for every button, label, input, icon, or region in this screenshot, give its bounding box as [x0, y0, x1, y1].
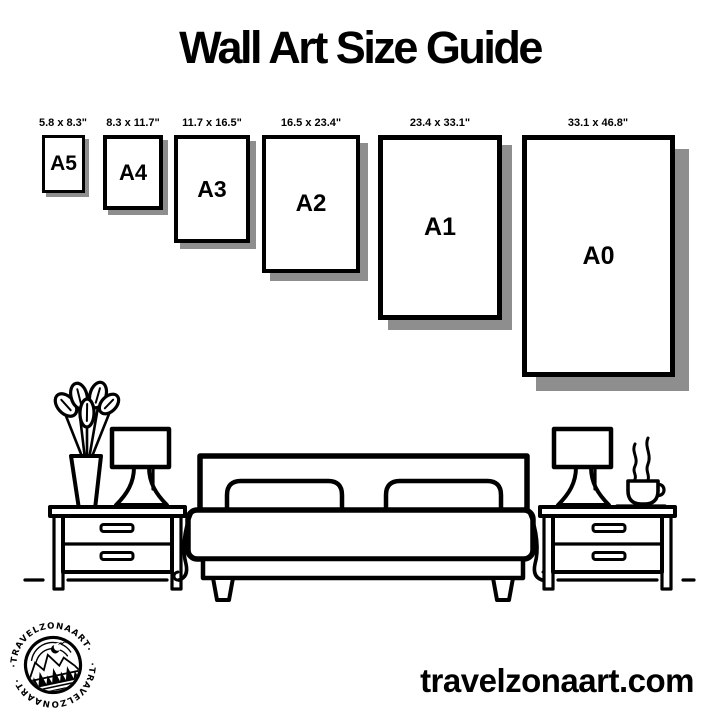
frame-a1-label: A1: [424, 213, 456, 241]
nightstand-right-icon: [540, 507, 675, 589]
table-lamp-right-icon: [554, 429, 611, 505]
coffee-cup-icon: [617, 438, 665, 506]
frame-a0-label: A0: [582, 241, 615, 270]
logo-arc-text-top: ·TRAVELZONAART·: [9, 621, 94, 668]
logo-arc-text-bottom: ·TRAVELZONAART·: [12, 662, 97, 709]
frame-a5-label: A5: [50, 152, 77, 175]
brand-logo-stamp: [0, 602, 116, 720]
frame-a3: [174, 135, 250, 243]
size-label-a5: 5.8 x 8.3": [38, 117, 88, 129]
frame-a4: [103, 135, 163, 210]
bedroom-illustration: [0, 380, 720, 615]
size-label-a4: 8.3 x 11.7": [106, 117, 160, 129]
frame-a1: [378, 135, 502, 320]
nightstand-left-icon: [50, 507, 185, 589]
bed-icon: [174, 456, 547, 600]
size-label-a1: 23.4 x 33.1": [409, 117, 471, 129]
table-lamp-left-icon: [112, 429, 169, 505]
website-url: travelzonaart.com: [420, 662, 694, 699]
size-label-a0: 33.1 x 46.8": [567, 117, 629, 129]
page-title: Wall Art Size Guide: [179, 22, 541, 73]
frame-a2: [262, 135, 360, 273]
size-label-a2: 16.5 x 23.4": [280, 117, 342, 129]
frame-a0: [522, 135, 675, 377]
frame-a5: [42, 135, 85, 193]
frame-a3-label: A3: [197, 175, 227, 202]
size-label-a3: 11.7 x 16.5": [182, 117, 242, 129]
frame-a4-label: A4: [118, 159, 148, 185]
frame-a2-label: A2: [295, 190, 327, 217]
